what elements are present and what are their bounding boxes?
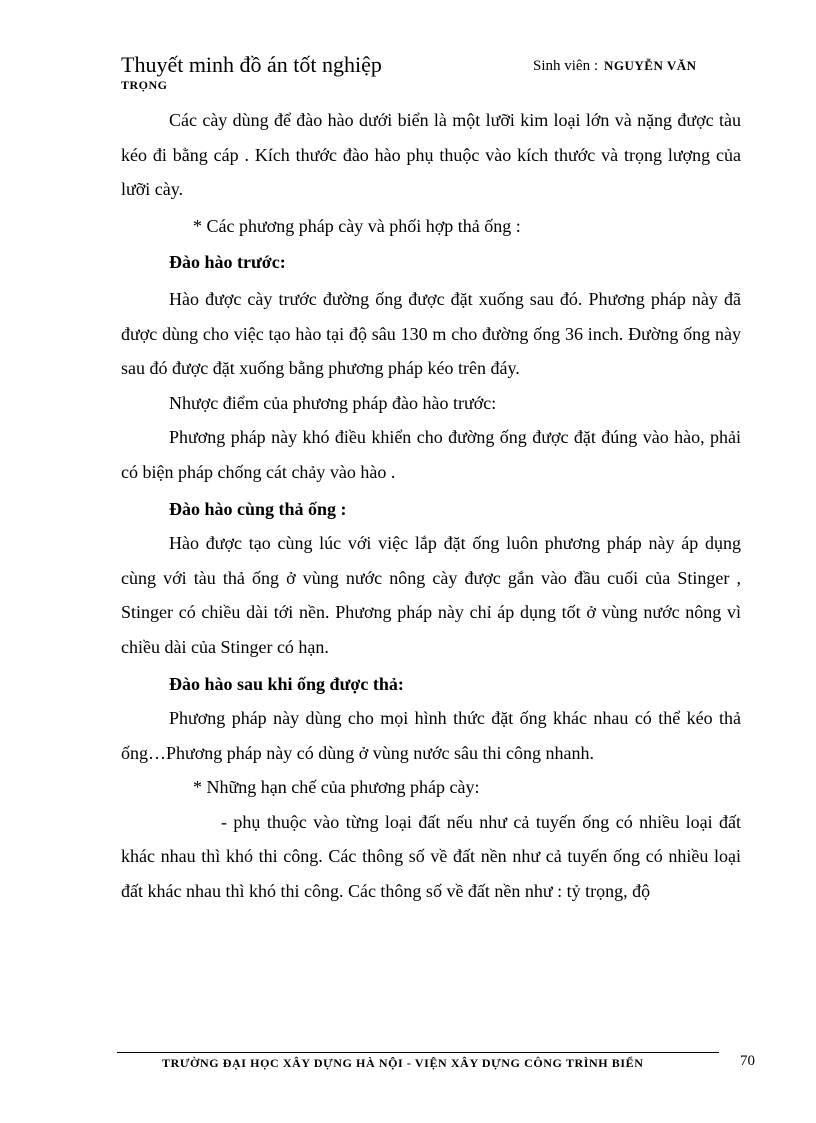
student-info — [533, 58, 697, 75]
bullet-plough-methods: * Các phương pháp cày và phối hợp thả ống : — [193, 215, 521, 236]
paragraph-plough-intro: Các cày dùng để đào hào dưới biển là một lưỡi kim loại lớn và nặng được tàu kéo đi bằng cáp . Kích thước đào hào phụ thuộc vào kích thước và trọng lượng của lưỡi cày. — [121, 110, 741, 200]
page-number: 70 — [740, 1053, 755, 1069]
paragraph-soil-dependency: - phụ thuộc vào từng loại đất nếu như cả tuyến ống có nhiều loại đất khác nhau thì khó thi công. Các thông số về đất nền như cả tuyến ống có nhiều loại đất khác nhau thì khó thi công. Các thông số về đất nền như : tỷ trọng, độ — [121, 811, 741, 902]
paragraph-trench-simultaneous: Hào được tạo cùng lúc với việc lắp đặt ống luôn phương pháp này áp dụng cùng với tàu thả ống ở vùng nước nông cày được gắn vào đầu cuối của Stinger , Stinger có chiều dài tới nền. Phương pháp này chỉ áp dụng tốt ở vùng nước nông vì chiều dài của Stinger có hạn. — [121, 533, 741, 657]
document-title: Thuyết minh đồ án tốt nghiệp — [121, 52, 382, 77]
paragraph-disadvantage-title: Nhược điểm của phương pháp đào hào trước: — [169, 392, 497, 413]
heading-trench-before: Đào hào trước: — [169, 252, 286, 273]
heading-trench-simultaneous: Đào hào cùng thả ống : — [169, 498, 347, 519]
paragraph-trench-before: Hào được cày trước đường ống được đặt xuống sau đó. Phương pháp này đã được dùng cho việc tạo hào tại độ sâu 130 m cho đường ống 36 inch. Đường ống này sau đó được đặt xuống bằng phương pháp kéo trên đáy. — [121, 288, 741, 379]
heading-trench-after: Đào hào sau khi ống được thả: — [169, 673, 404, 694]
paragraph-disadvantage: Phương pháp này khó điều khiển cho đường ống được đặt đúng vào hào, phải có biện pháp chống cát chảy vào hào . — [121, 427, 741, 482]
student-name-continued: TRỌNG — [121, 78, 168, 92]
bullet-plough-limits: * Những hạn chế của phương pháp cày: — [193, 777, 480, 798]
paragraph-trench-after: Phương pháp này dùng cho mọi hình thức đặt ống khác nhau có thể kéo thả ống…Phương pháp này có dùng ở vùng nước sâu thi công nhanh. — [121, 708, 741, 763]
footer-divider — [117, 1052, 719, 1053]
document-body — [121, 103, 741, 909]
footer-institution: TRƯỜNG ĐẠI HỌC XÂY DỰNG HÀ NỘI - VIỆN XÂY DỰNG CÔNG TRÌNH BIỂN — [162, 1056, 644, 1070]
student-label: Sinh viên : — [533, 58, 599, 74]
student-name: NGUYỄN VĂN — [604, 58, 697, 73]
